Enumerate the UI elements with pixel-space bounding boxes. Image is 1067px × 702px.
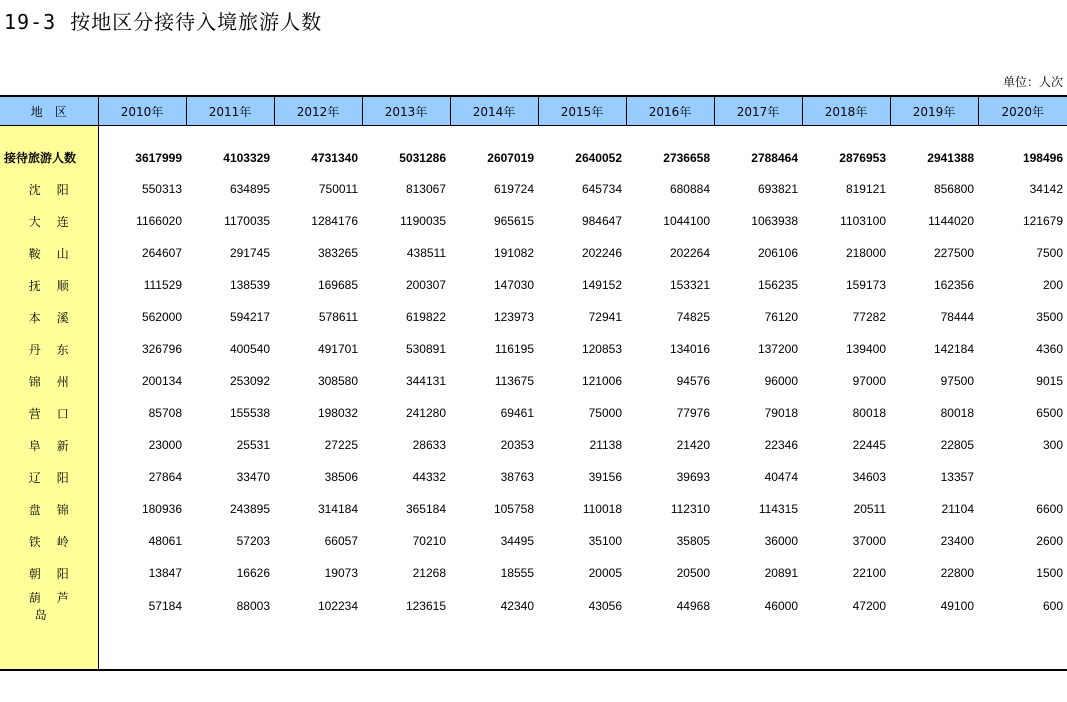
value-cell: 111529 [143,278,182,292]
region-name: 丹东 [0,333,98,365]
value-cell: 264607 [141,246,182,260]
value-cell: 96000 [764,374,798,388]
value-cell: 400540 [229,342,270,356]
table-row [0,173,1067,205]
value-cell: 1500 [1036,566,1063,580]
value-cell: 43056 [588,599,622,613]
value-cell: 1190035 [400,214,446,228]
value-cell: 2788464 [751,150,798,165]
value-cell: 200307 [405,278,446,292]
value-cell: 49100 [940,599,974,613]
value-cell: 80018 [852,406,886,420]
value-cell: 693821 [757,182,798,196]
value-cell: 308580 [317,374,358,388]
value-cell: 110018 [582,502,622,516]
value-cell: 38506 [324,470,358,484]
value-cell: 25531 [236,438,270,452]
value-cell: 2941388 [927,150,974,165]
value-cell: 13847 [148,566,182,580]
region-name: 沈阳 [0,173,98,205]
value-cell: 79018 [764,406,798,420]
value-cell: 491701 [317,342,358,356]
value-cell: 3617999 [135,150,182,165]
value-cell: 97000 [852,374,886,388]
value-cell: 619822 [405,310,446,324]
table-row [0,205,1067,237]
year-column-header: 2020年 [978,96,1067,126]
value-cell: 155538 [229,406,270,420]
value-cell: 113675 [494,374,534,388]
value-cell: 1044100 [663,214,710,228]
value-cell: 39156 [588,470,622,484]
region-column-header: 地 区 [0,96,98,126]
value-cell: 169685 [317,278,358,292]
value-cell: 23000 [148,438,182,452]
value-cell: 22800 [940,566,974,580]
year-column-header: 2011年 [186,96,274,126]
value-cell: 2640052 [575,150,622,165]
value-cell: 1166020 [136,214,182,228]
value-cell: 121006 [581,374,622,388]
value-cell: 438511 [406,246,446,260]
value-cell: 2876953 [839,150,886,165]
year-column-header: 2014年 [450,96,538,126]
value-cell: 21268 [412,566,446,580]
value-cell: 383265 [317,246,358,260]
year-column-header: 2016年 [626,96,714,126]
table-row [0,589,1067,623]
total-label: 接待旅游人数 [0,142,98,173]
value-cell: 20353 [500,438,534,452]
value-cell: 1144020 [928,214,974,228]
value-cell: 300 [1042,438,1063,452]
value-cell: 227500 [933,246,974,260]
table-row [0,429,1067,461]
value-cell: 21104 [941,502,974,516]
table-row [0,333,1067,365]
value-cell: 139400 [845,342,886,356]
value-cell: 48061 [148,534,182,548]
value-cell: 750011 [318,182,358,196]
table-row [0,397,1067,429]
year-column-header: 2019年 [890,96,978,126]
value-cell: 2600 [1036,534,1063,548]
value-cell: 80018 [940,406,974,420]
value-cell: 13357 [940,470,974,484]
value-cell: 291745 [229,246,270,260]
spacer-row [0,126,1067,143]
page-title [4,6,322,35]
value-cell: 326796 [141,342,182,356]
value-cell: 1103100 [840,214,886,228]
value-cell: 198496 [1022,150,1063,165]
table-row [0,365,1067,397]
value-cell: 147030 [493,278,534,292]
value-cell: 819121 [845,182,886,196]
region-name: 抚顺 [0,269,98,301]
region-name: 辽阳 [0,461,98,493]
value-cell: 241280 [405,406,446,420]
year-column-header: 2017年 [714,96,802,126]
table-bottom-rule [0,623,1067,670]
value-cell: 9015 [1036,374,1063,388]
value-cell: 200 [1042,278,1063,292]
value-cell: 19073 [324,566,358,580]
value-cell: 243895 [229,502,270,516]
value-cell: 3500 [1036,310,1063,324]
year-column-header: 2010年 [98,96,186,126]
value-cell: 134016 [669,342,710,356]
value-cell: 69461 [500,406,534,420]
value-cell: 44332 [412,470,446,484]
value-cell: 965615 [493,214,534,228]
region-name: 营口 [0,397,98,429]
value-cell: 20500 [676,566,710,580]
value-cell: 74825 [676,310,710,324]
value-cell: 21420 [676,438,710,452]
value-cell: 112310 [670,502,710,516]
value-cell: 22346 [764,438,798,452]
value-cell: 121679 [1022,214,1063,228]
table-row [0,461,1067,493]
value-cell: 6600 [1036,502,1063,516]
value-cell: 2736658 [663,150,710,165]
region-name: 本溪 [0,301,98,333]
region-name: 阜新 [0,429,98,461]
value-cell: 57203 [236,534,270,548]
value-cell: 156235 [757,278,798,292]
value-cell: 123973 [493,310,534,324]
value-cell: 344131 [405,374,446,388]
table-row [0,237,1067,269]
value-cell: 20891 [764,566,798,580]
value-cell: 77282 [852,310,886,324]
value-cell: 44968 [676,599,710,613]
value-cell: 153321 [669,278,710,292]
value-cell: 34603 [852,470,886,484]
year-column-header: 2018年 [802,96,890,126]
value-cell: 191082 [493,246,534,260]
value-cell: 18555 [500,566,534,580]
table-row [0,525,1067,557]
value-cell: 634895 [229,182,270,196]
value-cell: 149152 [581,278,622,292]
value-cell: 562000 [141,310,182,324]
value-cell: 4360 [1036,342,1063,356]
value-cell: 619724 [493,182,534,196]
value-cell: 37000 [852,534,886,548]
value-cell: 578611 [318,310,358,324]
value-cell: 5031286 [399,150,446,165]
value-cell: 70210 [412,534,446,548]
value-cell: 35805 [676,534,710,548]
value-cell: 39693 [676,470,710,484]
value-cell: 72941 [588,310,622,324]
value-cell [978,461,1067,493]
value-cell: 4731340 [311,150,358,165]
value-cell: 813067 [405,182,446,196]
value-cell: 78444 [940,310,974,324]
region-name: 朝阳 [0,557,98,589]
year-column-header: 2015年 [538,96,626,126]
year-column-header: 2012年 [274,96,362,126]
value-cell: 20511 [853,502,886,516]
value-cell: 550313 [141,182,182,196]
value-cell: 645734 [581,182,622,196]
table-row [0,557,1067,589]
value-cell: 94576 [676,374,710,388]
value-cell: 76120 [764,310,798,324]
region-name: 盘锦 [0,493,98,525]
table-row [0,269,1067,301]
value-cell: 1063938 [751,214,798,228]
value-cell: 114315 [758,502,798,516]
value-cell: 680884 [669,182,710,196]
value-cell: 137200 [757,342,798,356]
value-cell: 27225 [324,438,358,452]
region-name: 大连 [0,205,98,237]
value-cell: 206106 [757,246,798,260]
value-cell: 138539 [229,278,270,292]
table-row [0,301,1067,333]
value-cell: 38763 [500,470,534,484]
stub-cell [0,126,98,143]
value-cell: 600 [1042,599,1063,613]
value-cell: 159173 [845,278,886,292]
value-cell: 530891 [405,342,446,356]
value-cell: 218000 [845,246,886,260]
year-column-header: 2013年 [362,96,450,126]
value-cell: 21138 [589,438,622,452]
value-cell: 102234 [317,599,358,613]
value-cell: 365184 [405,502,446,516]
value-cell: 75000 [588,406,622,420]
value-cell: 46000 [764,599,798,613]
value-cell: 1284176 [311,214,358,228]
value-cell: 22100 [852,566,886,580]
value-cell: 42340 [500,599,534,613]
value-cell: 856800 [933,182,974,196]
value-cell: 23400 [940,534,974,548]
value-cell: 22445 [852,438,886,452]
value-cell: 198032 [317,406,358,420]
value-cell: 120853 [581,342,622,356]
value-cell: 28633 [412,438,446,452]
value-cell: 116195 [494,342,534,356]
value-cell: 200134 [141,374,182,388]
table-title: 按地区分接待入境旅游人数 [70,10,323,34]
value-cell: 594217 [229,310,270,324]
value-cell: 97500 [940,374,974,388]
table-row [0,493,1067,525]
value-cell: 123615 [405,599,446,613]
region-name: 葫芦岛 [0,589,98,623]
value-cell: 33470 [236,470,270,484]
value-cell: 202264 [669,246,710,260]
value-cell: 40474 [764,470,798,484]
value-cell: 142184 [933,342,974,356]
value-cell: 57184 [148,599,182,613]
unit-label: 单位：人次 [1002,75,1063,89]
value-cell: 34142 [1029,182,1063,196]
value-cell: 66057 [324,534,358,548]
value-cell: 314184 [317,502,358,516]
region-name: 锦州 [0,365,98,397]
table-number: 19-3 [4,10,57,34]
statistics-table [0,95,1067,671]
value-cell: 85708 [148,406,182,420]
value-cell: 88003 [236,599,270,613]
region-name: 鞍山 [0,237,98,269]
value-cell: 162356 [933,278,974,292]
value-cell: 27864 [148,470,182,484]
value-cell: 253092 [229,374,270,388]
value-cell: 6500 [1036,406,1063,420]
value-cell: 105758 [493,502,534,516]
value-cell: 77976 [676,406,710,420]
value-cell: 7500 [1036,246,1063,260]
value-cell: 202246 [581,246,622,260]
value-cell: 47200 [852,599,886,613]
value-cell: 36000 [764,534,798,548]
value-cell: 4103329 [223,150,270,165]
value-cell: 16626 [236,566,270,580]
value-cell: 2607019 [487,150,534,165]
value-cell: 34495 [500,534,534,548]
total-row [0,142,1067,173]
region-name: 铁岭 [0,525,98,557]
value-cell: 35100 [588,534,622,548]
header-row [0,96,1067,126]
value-cell: 180936 [141,502,182,516]
value-cell: 22805 [940,438,974,452]
value-cell: 1170035 [224,214,270,228]
value-cell: 20005 [588,566,622,580]
value-cell: 984647 [581,214,622,228]
